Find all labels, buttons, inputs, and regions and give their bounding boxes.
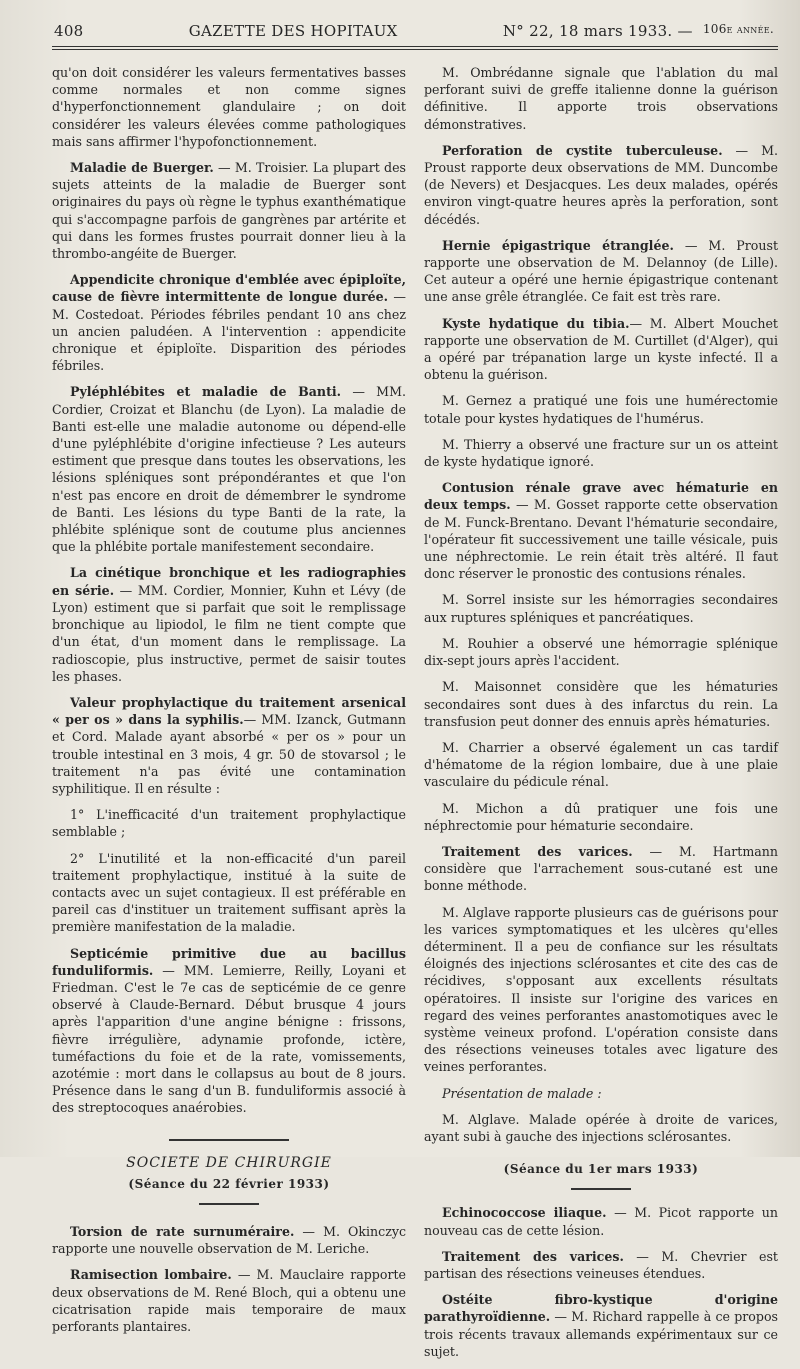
section-title: Traitement des varices. (442, 1248, 624, 1264)
paragraph-body: — M. Albert Mouchet rapporte une observation de M. Curtillet (d'Alger), qui a opéré par trépanation large un kyste infecté. Il a obtenu la guérison. (424, 315, 778, 383)
paragraph-body: — M. Picot rapporte un nouveau cas de cette lésion. (424, 1205, 778, 1238)
paragraph (52, 945, 406, 1117)
issue-info (503, 22, 774, 40)
section-title: Ramisection lombaire. (70, 1267, 232, 1283)
journal-title: GAZETTE DES HOPITAUX (188, 22, 398, 40)
paragraph: M. Alglave. Malade opérée à droite de varices, ayant subi à gauche des injections sclérosantes. (424, 1111, 778, 1144)
short-divider (571, 1188, 631, 1190)
paragraph-body: — MM. Cordier, Croizat et Blanchu (de Lyon). La maladie de Banti est-elle une maladie autonome ou dépend-elle d'une pyléphlébite d'origine infectieuse ? Les auteurs estiment que presque dans toutes les observations, les lésions spléniques sont prépondérantes et que l'on n'est pas encore en droit de démembrer le syndrome de Banti. Les lésions du type Banti de la rate, la phlébite splénique sont de coutume plus anciennes que la phlébite portale manifestement secondaire. (52, 384, 406, 555)
left-column (52, 64, 406, 1369)
section-title: Ostéite fibro-kystique d'origine parathyroïdienne. (424, 1292, 778, 1325)
paragraph (52, 271, 406, 374)
paragraph: M. Michon a dû pratiquer une fois une néphrectomie pour hématurie secondaire. (424, 800, 778, 833)
paragraph-body: — M. Proust rapporte une observation de M. Delannoy (de Lille). Cet auteur a opéré une hernie épigastrique contenant une anse grêle étranglée. Ce fait est très rare. (424, 237, 779, 305)
section-title: Torsion de rate surnuméraire. (70, 1223, 295, 1239)
article-columns (52, 64, 778, 1369)
paragraph (424, 479, 778, 582)
paragraph-body: — MM. Izanck, Gutmann et Cord. Malade ayant absorbé « per os » pour un trouble intestinal en 3 mois, 4 gr. 50 de stovarsol ; le traitement n'a pas évité une contamination syphilitique. Il en résulte : (52, 712, 406, 796)
paragraph: M. Rouhier a observé une hémorragie splénique dix-sept jours après l'accident. (424, 635, 778, 669)
paragraph-body: — M. Gosset rapporte cette observation de M. Funck-Brentano. Devant l'hématurie secondaire, l'opérateur fit successivement une taille vésicale, puis une néphrectomie. Le rein était très altéré. Il faut donc réserver le pronostic des contusions rénales. (424, 497, 778, 582)
section-title: Perforation de cystite tuberculeuse. (442, 142, 723, 158)
section-title: Pyléphlébites et maladie de Banti. (70, 384, 342, 400)
volume-year: 106e année. (702, 22, 774, 36)
paragraph-body: — MM. Lemierre, Reilly, Loyani et Friedman. C'est le 7e cas de septicémie de ce genre observé à Claude-Bernard. Début brusque 4 jours après l'apparition d'une angine bénigne : frissons, fièvre irrégulière, adynamie profonde, ictère, tuméfactions du foie et de la rate, vomissements, azotémie : mort dans le collapsus au bout de 8 jours. Présence dans le sang d'un B. funduliformis associé à des streptocoques anaérobies. (52, 962, 406, 1116)
paragraph (424, 315, 778, 384)
paragraph-body: — M. Troisier. La plupart des sujets atteints de la maladie de Buerger sont originaires du pays où règne le typhus exanthématique qui s'accompagne parfois de gangrènes par artérite et qui dans les formes frustes pourrait donner lieu à la thrombo-angéite de Buerger. (52, 160, 406, 262)
paragraph (424, 142, 778, 228)
paragraph (424, 1248, 778, 1282)
paragraph (52, 694, 406, 797)
section-divider (169, 1139, 289, 1141)
paragraph (52, 1223, 406, 1257)
paragraph: 2° L'inutilité et la non-efficacité d'un pareil traitement prophylactique, institué à la suite de contacts avec un sujet contagieux. Il est préférable en pareil cas d'instituer un traitement suffisant après la première manifestation de la maladie. (52, 850, 406, 935)
section-title: La cinétique bronchique et les radiographies en série. (52, 565, 406, 598)
section-title: Septicémie primitive due au bacillus funduliformis. (52, 945, 406, 978)
paragraph: M. Maisonnet considère que les hématuries secondaires sont dues à des infarctus du rein. La transfusion peut donner des ennuis après hématuries. (424, 679, 778, 729)
page-number: 408 (54, 22, 84, 40)
section-title: Hernie épigastrique étranglée. (442, 237, 674, 253)
paragraph: M. Thierry a observé une fracture sur un os atteint de kyste hydatique ignoré. (424, 436, 778, 470)
paragraph (52, 564, 406, 684)
paragraph-body: — M. Mauclaire rapporte deux observations de M. René Bloch, qui a obtenu une cicatrisation rapide mais temporaire de maux perforants plantaires. (52, 1267, 406, 1334)
society-heading: SOCIETE DE CHIRURGIE (126, 1154, 332, 1171)
paragraph: qu'on doit considérer les valeurs fermentatives basses comme normales et non comme signes d'hyperfonctionnement glandulaire ; on doit considérer les valeurs élevées comme pathologiques mais sans affirmer l'hypofonctionnement. (52, 65, 406, 149)
paragraph: M. Sorrel insiste sur les hémorragies secondaires aux ruptures spléniques et pancréatiques. (424, 592, 778, 625)
paragraph-body: — MM. Cordier, Monnier, Kuhn et Lévy (de Lyon) estiment que si parfait que soit le remplissage bronchique au lipiodol, le film ne tient compte que d'un état, d'un moment dans le remplissage. La radioscopie, plus instructive, permet de saisir toutes les phases. (52, 582, 406, 684)
paragraph (424, 237, 778, 306)
paragraph (424, 1291, 778, 1360)
paragraph: M. Gernez a pratiqué une fois une humérectomie totale pour kystes hydatiques de l'humérus. (424, 393, 778, 426)
paragraph-body: — M. Proust rapporte deux observations de MM. Duncombe (de Nevers) et Desjacques. Les deux malades, opérés environ vingt-quatre heures après la perforation, sont décédés. (424, 142, 778, 227)
paragraph (424, 1204, 778, 1238)
section-title: Traitement des varices. (442, 843, 633, 859)
paragraph: M. Alglave rapporte plusieurs cas de guérisons pour les varices symptomatiques et les ulcères qu'elles déterminent. Il a peu de confiance sur les résultats éloignés des injections sclérosantes et cite des cas de récidives, s'opposant aux excellents résultats opératoires. Il insiste sur l'origine des varices en regard des veines perforantes anastomotiques avec le système veineux profond. L'opération consiste dans des résections veineuses totales avec ligature des veines perforantes. (424, 904, 778, 1075)
paragraph-body: — M. Okinczyc rapporte une nouvelle observation de M. Leriche. (52, 1223, 406, 1257)
paragraph-body: — M. Richard rappelle à ce propos trois récents travaux allemands expérimentaux sur ce sujet. (424, 1309, 778, 1359)
session-date: (Séance du 22 février 1933) (128, 1176, 330, 1191)
section-title: Kyste hydatique du tibia. (442, 315, 630, 331)
issue-date: N° 22, 18 mars 1933. — (502, 22, 693, 40)
section-title: Valeur prophylactique du traitement arsenical « per os » dans la syphilis. (52, 694, 406, 728)
section-title: Echinococcose iliaque. (442, 1205, 607, 1221)
section-title: Maladie de Buerger. (70, 160, 214, 176)
paragraph-body: — M. Hartmann considère que l'arrachement sous-cutané est une bonne méthode. (424, 843, 779, 894)
paragraph: M. Charrier a observé également un cas tardif d'hématome de la région lombaire, due à une plaie vasculaire du pédicule rénal. (424, 739, 778, 790)
paragraph (52, 1266, 406, 1335)
header-rule (52, 46, 778, 50)
section-title: Contusion rénale grave avec hématurie en deux temps. (424, 480, 778, 513)
section-title: Appendicite chronique d'emblée avec épiploïte, cause de fièvre intermittente de longue durée. (52, 272, 406, 305)
page-header (52, 22, 778, 40)
paragraph (424, 843, 778, 895)
short-divider (199, 1203, 259, 1205)
paragraph: M. Ombrédanne signale que l'ablation du mal perforant suivi de greffe italienne donne la guérison définitive. Il apporte trois observations démonstratives. (424, 65, 778, 132)
presentation-heading: Présentation de malade : (442, 1085, 602, 1101)
right-column (424, 64, 778, 1369)
paragraph-body: — M. Chevrier est partisan des résections veineuses étendues. (424, 1248, 778, 1281)
paragraph-body: — M. Costedoat. Périodes fébriles pendant 10 ans chez un ancien paludéen. A l'intervention : appendicite chronique et épiploïte. Disparition des périodes fébriles. (52, 289, 406, 374)
paragraph: 1° L'inefficacité d'un traitement prophylactique semblable ; (52, 807, 406, 840)
session-date: (Séance du 1er mars 1933) (503, 1162, 699, 1177)
paragraph (52, 159, 406, 262)
paragraph (52, 383, 406, 555)
